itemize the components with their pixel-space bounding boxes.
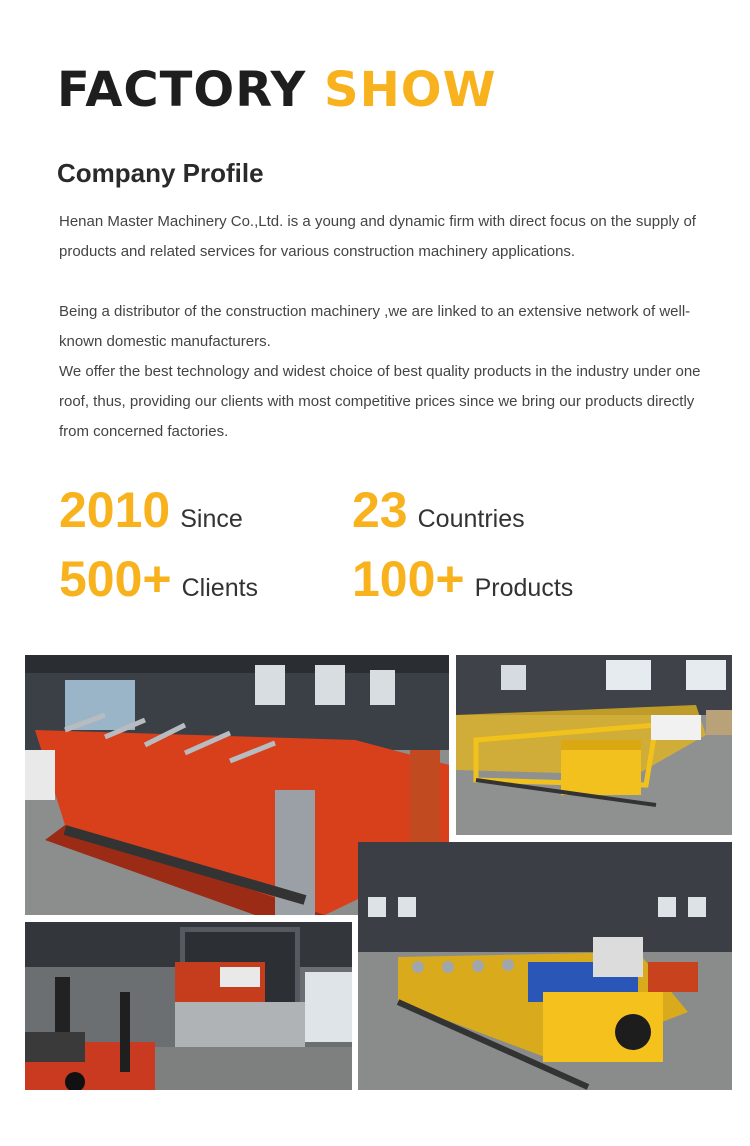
profile-paragraph-details bbox=[59, 297, 709, 447]
stat-value: 100+ bbox=[352, 551, 465, 607]
stat-since bbox=[59, 482, 243, 538]
section-heading: Company Profile bbox=[57, 158, 264, 188]
stat-label: Clients bbox=[181, 574, 259, 602]
title-word-factory: FACTORY bbox=[57, 62, 307, 118]
stat-countries bbox=[352, 482, 525, 538]
stat-label: Countries bbox=[417, 505, 525, 533]
stat-clients bbox=[59, 551, 258, 607]
factory-photo-truck-loading bbox=[25, 922, 352, 1090]
stat-value: 2010 bbox=[59, 482, 171, 538]
profile-paragraph-offer: We offer the best technology and widest choice of best quality products in the industry under one roof, thus, providing our clients with most competitive prices since we bring our products directly from concerned factories. bbox=[59, 363, 701, 440]
stat-label: Products bbox=[474, 574, 574, 602]
stat-products bbox=[352, 551, 573, 607]
profile-paragraph-distributor: Being a distributor of the construction machinery ,we are linked to an extensive network of well-known domestic manufacturers. bbox=[59, 303, 691, 350]
factory-photo-yellow-machine bbox=[358, 842, 732, 1090]
page-title bbox=[57, 62, 497, 118]
profile-paragraph-intro: Henan Master Machinery Co.,Ltd. is a young and dynamic firm with direct focus on the supply of products and related services for various construction machinery applications. bbox=[59, 213, 696, 260]
stat-label: Since bbox=[180, 505, 243, 533]
stat-value: 23 bbox=[352, 482, 408, 538]
factory-photo-yellow-frames bbox=[456, 655, 732, 835]
title-word-show: SHOW bbox=[324, 62, 497, 118]
stat-value: 500+ bbox=[59, 551, 172, 607]
